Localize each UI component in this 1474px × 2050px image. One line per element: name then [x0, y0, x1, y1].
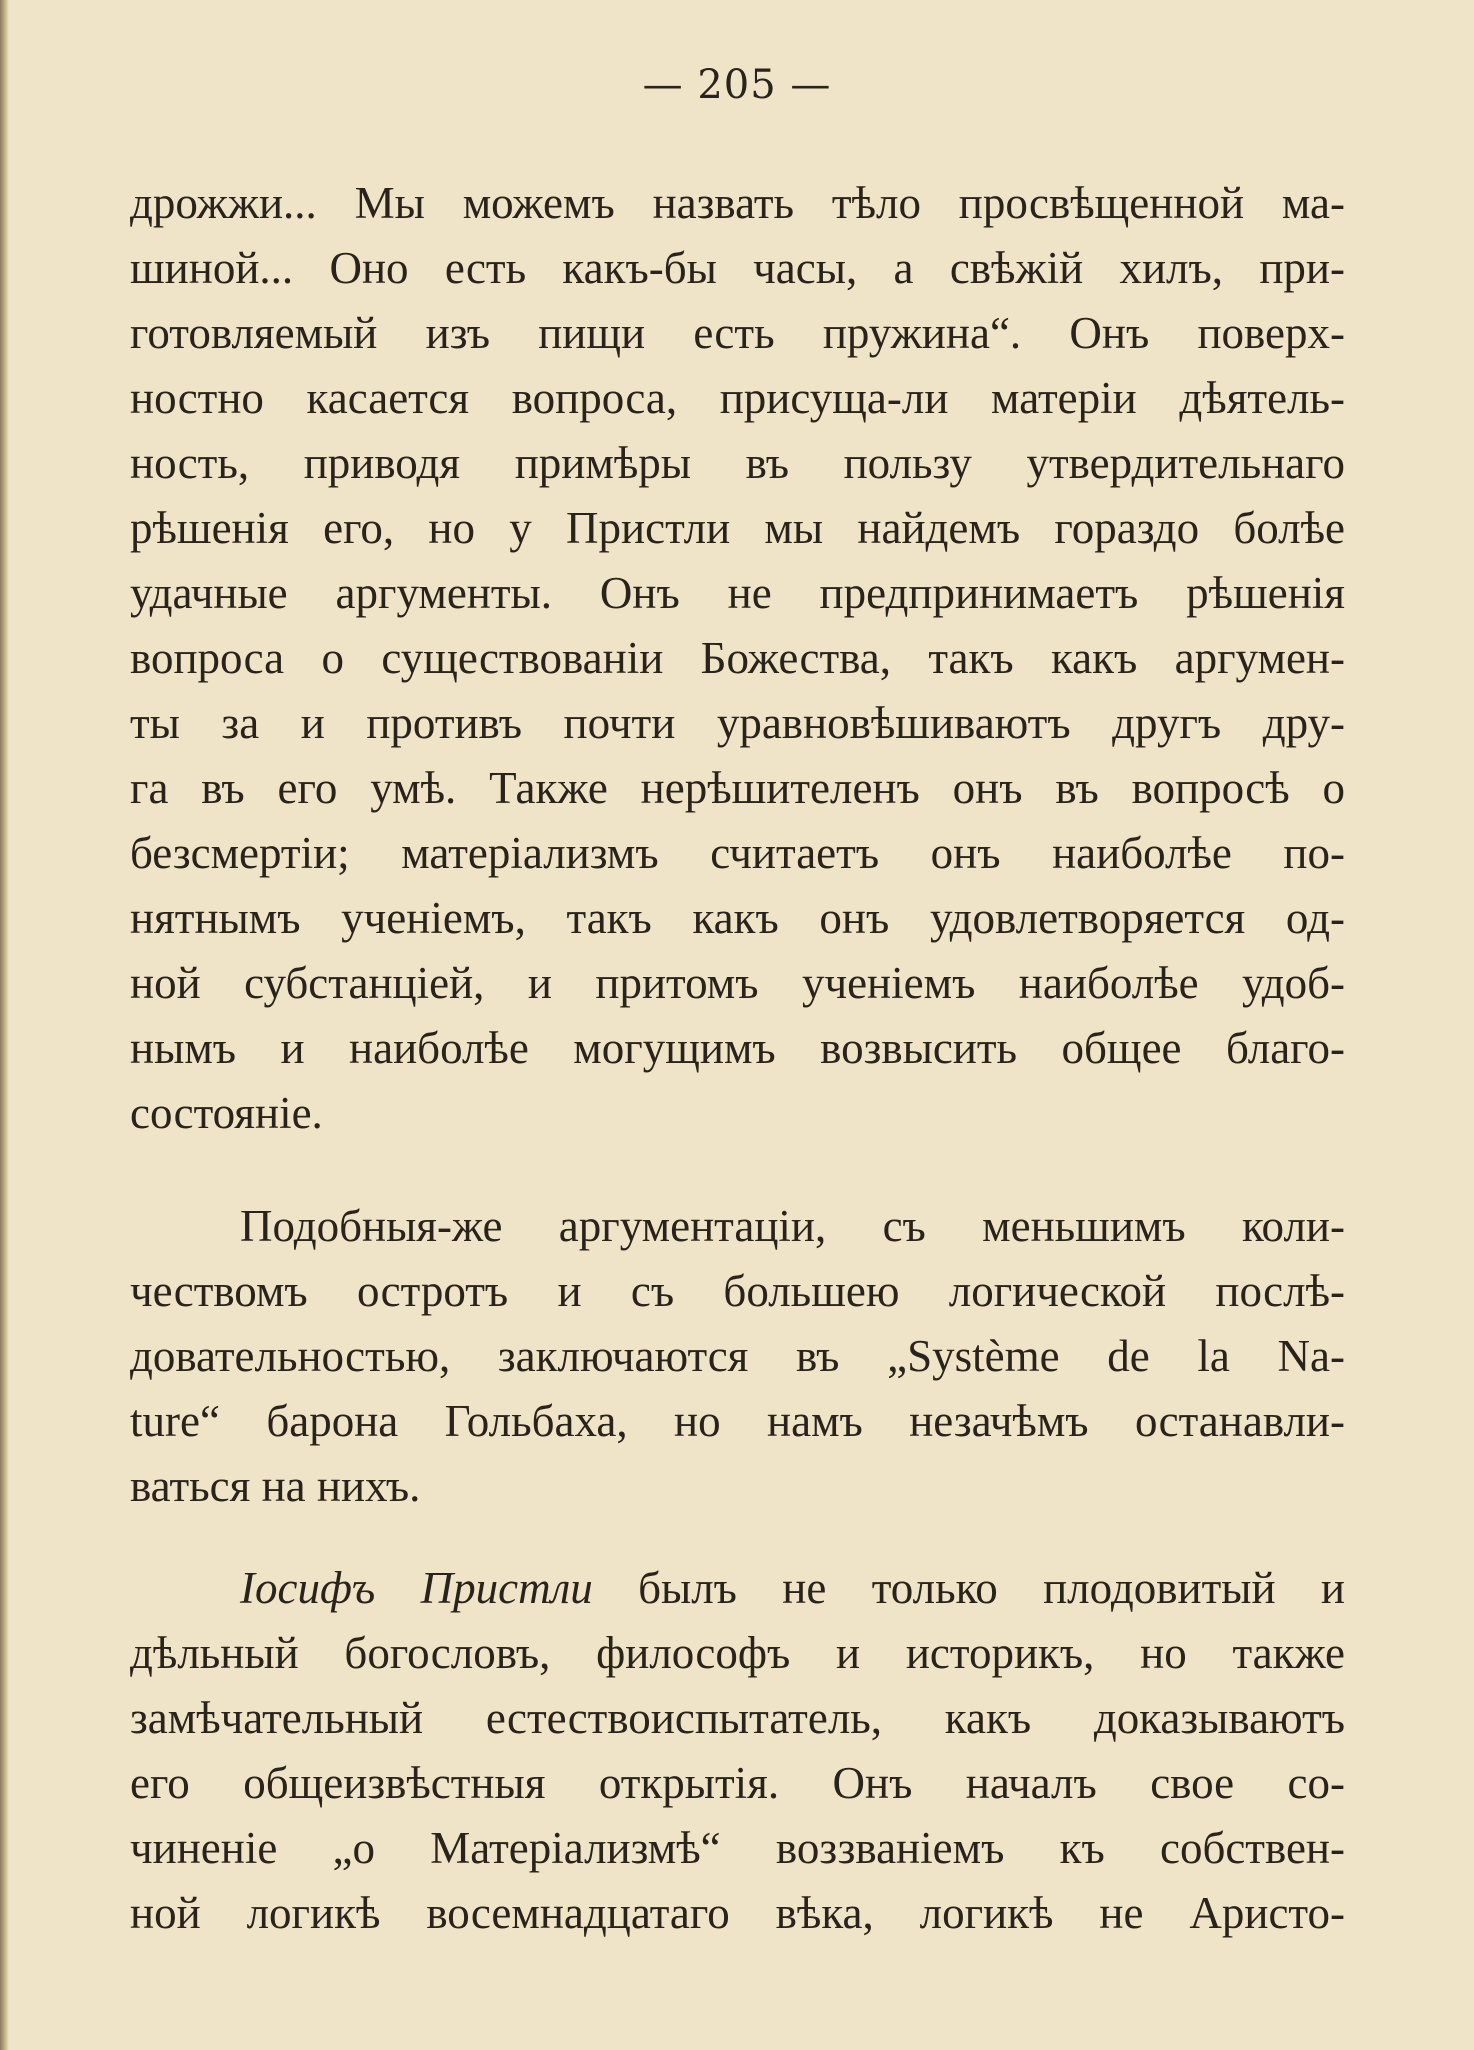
paragraph-3: [130, 1556, 1345, 1946]
text-line: замѣчательный естествоиспытатель, какъ доказываютъ: [130, 1693, 1345, 1743]
text-line: довательностью, заключаются въ „Système de la Na-: [130, 1331, 1345, 1381]
text-line: чествомъ остротъ и съ большею логической послѣ-: [130, 1266, 1345, 1316]
paragraph-1: [130, 171, 1345, 1146]
text-line: готовляемый изъ пищи есть пружина“. Онъ поверх-: [130, 308, 1345, 358]
text-line: [130, 1556, 1345, 1621]
text-line: га въ его умѣ. Также нерѣшителенъ онъ въ вопросѣ о: [130, 763, 1345, 813]
text-line: состояніе.: [130, 1088, 323, 1138]
text-fragment: былъ не только плодовитый и: [592, 1563, 1345, 1613]
text-line: удачные аргументы. Онъ не предпринимаетъ рѣшенія: [130, 568, 1345, 618]
text-line: ture“ барона Гольбаха, но намъ незачѣмъ останавли-: [130, 1396, 1345, 1446]
text-line: его общеизвѣстныя открытія. Онъ началъ свое со-: [130, 1758, 1345, 1808]
text-line: дрожжи... Мы можемъ назвать тѣло просвѣщенной ма-: [130, 178, 1345, 228]
text-line: ностно касается вопроса, присуща-ли матеріи дѣятель-: [130, 373, 1345, 423]
author-name: Іосифъ Пристли: [240, 1563, 593, 1613]
text-line: безсмертіи; матеріализмъ считаетъ онъ наиболѣе по-: [130, 828, 1345, 878]
text-line: ность, приводя примѣры въ пользу утвердительнаго: [130, 438, 1345, 488]
text-line: ной субстанціей, и притомъ ученіемъ наиболѣе удоб-: [130, 958, 1345, 1008]
text-line: рѣшенія его, но у Пристли мы найдемъ гораздо болѣе: [130, 503, 1345, 553]
text-line: ваться на нихъ.: [130, 1461, 421, 1511]
text-line: вопроса о существованіи Божества, такъ какъ аргумен-: [130, 633, 1345, 683]
text-line: дѣльный богословъ, философъ и историкъ, но также: [130, 1628, 1345, 1678]
text-line: Подобныя-же аргументаціи, съ меньшимъ коли-: [240, 1201, 1345, 1251]
page-number: — 205 —: [642, 62, 832, 108]
text-line: чиненіе „о Матеріализмѣ“ воззваніемъ къ собствен-: [130, 1823, 1345, 1873]
text-line: нымъ и наиболѣе могущимъ возвысить общее благо-: [130, 1023, 1345, 1073]
text-line: ной логикѣ восемнадцатаго вѣка, логикѣ не Аристо-: [130, 1888, 1345, 1938]
page-edge-shadow: [0, 0, 9, 2050]
text-line: ты за и противъ почти уравновѣшиваютъ другъ дру-: [130, 698, 1345, 748]
text-line: нятнымъ ученіемъ, такъ какъ онъ удовлетворяется од-: [130, 893, 1345, 943]
text-line: шиной... Оно есть какъ-бы часы, а свѣжій хилъ, при-: [130, 243, 1345, 293]
paragraph-2: [130, 1194, 1345, 1519]
